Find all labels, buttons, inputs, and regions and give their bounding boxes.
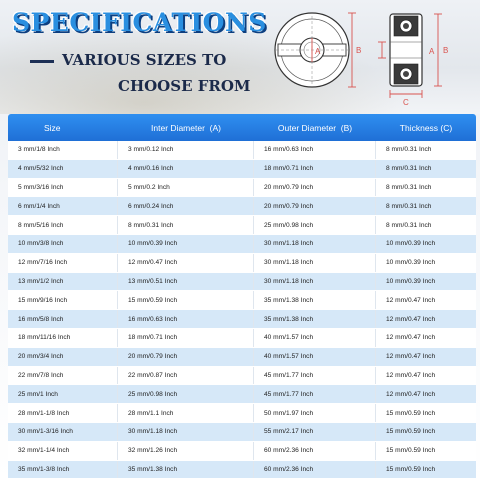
cell-inner-diameter: 28 mm/1.1 Inch <box>118 404 254 422</box>
cell-inner-diameter: 8 mm/0.31 Inch <box>118 216 254 234</box>
cell-size: 35 mm/1-3/8 Inch <box>8 461 118 479</box>
table-body <box>8 141 476 479</box>
cell-inner-diameter: 22 mm/0.87 Inch <box>118 367 254 385</box>
cell-size: 4 mm/5/32 Inch <box>8 160 118 178</box>
table-row <box>8 197 476 216</box>
cell-outer-diameter: 55 mm/2.17 Inch <box>254 423 376 441</box>
table-row <box>8 404 476 423</box>
cell-outer-diameter: 35 mm/1.38 Inch <box>254 310 376 328</box>
table-row <box>8 254 476 273</box>
cell-inner-diameter: 3 mm/0.12 Inch <box>118 141 254 159</box>
cell-size: 12 mm/7/16 Inch <box>8 254 118 272</box>
cell-size: 32 mm/1-1/4 Inch <box>8 442 118 460</box>
cell-thickness: 8 mm/0.31 Inch <box>386 165 432 173</box>
table-row <box>8 141 476 160</box>
cell-size: 8 mm/5/16 Inch <box>8 216 118 234</box>
cell-inner-diameter: 12 mm/0.47 Inch <box>118 254 254 272</box>
bullet-dash <box>30 60 54 63</box>
cell-inner-diameter: 10 mm/0.39 Inch <box>118 235 254 253</box>
cell-outer-diameter: 30 mm/1.18 Inch <box>254 235 376 253</box>
table-row <box>8 310 476 329</box>
label-a-front: A <box>315 47 321 56</box>
specifications-table <box>8 114 476 480</box>
cell-thickness: 8 mm/0.31 Inch <box>386 221 432 229</box>
cell-outer-diameter: 60 mm/2.36 Inch <box>254 461 376 479</box>
table-row <box>8 216 476 235</box>
table-row <box>8 367 476 386</box>
cell-size: 25 mm/1 Inch <box>8 385 118 403</box>
cell-size: 28 mm/1-1/8 Inch <box>8 404 118 422</box>
table-header <box>8 114 476 141</box>
cell-inner-diameter: 13 mm/0.51 Inch <box>118 273 254 291</box>
cell-size: 15 mm/9/16 Inch <box>8 291 118 309</box>
cell-outer-diameter: 40 mm/1.57 Inch <box>254 329 376 347</box>
table-row <box>8 329 476 348</box>
cell-thickness: 8 mm/0.31 Inch <box>386 202 432 210</box>
cell-outer-diameter: 30 mm/1.18 Inch <box>254 273 376 291</box>
table-row <box>8 273 476 292</box>
subtitle-line-1: VARIOUS SIZES TO <box>62 51 227 69</box>
cell-inner-diameter: 18 mm/0.71 Inch <box>118 329 254 347</box>
cell-outer-diameter: 60 mm/2.36 Inch <box>254 442 376 460</box>
cell-outer-diameter: 16 mm/0.63 Inch <box>254 141 376 159</box>
cell-outer-diameter: 35 mm/1.38 Inch <box>254 291 376 309</box>
cell-outer-diameter: 45 mm/1.77 Inch <box>254 385 376 403</box>
shaft-collar-diagram <box>262 6 478 106</box>
table-row <box>8 160 476 179</box>
cell-thickness: 10 mm/0.39 Inch <box>386 277 436 285</box>
cell-size: 6 mm/1/4 Inch <box>8 197 118 215</box>
table-row <box>8 348 476 367</box>
subtitle-line-2: CHOOSE FROM <box>118 77 251 95</box>
cell-inner-diameter: 32 mm/1.26 Inch <box>118 442 254 460</box>
table-row <box>8 235 476 254</box>
cell-outer-diameter: 20 mm/0.79 Inch <box>254 197 376 215</box>
cell-thickness: 15 mm/0.59 Inch <box>386 409 436 417</box>
cell-size: 5 mm/3/16 Inch <box>8 179 118 197</box>
cell-inner-diameter: 15 mm/0.59 Inch <box>118 291 254 309</box>
column-header-thickness: Thickness (C) <box>399 122 453 133</box>
cell-inner-diameter: 16 mm/0.63 Inch <box>118 310 254 328</box>
cell-thickness: 15 mm/0.59 Inch <box>386 447 436 455</box>
label-a-side: A <box>429 47 435 56</box>
page-title: SPECIFICATIONS <box>12 8 267 37</box>
cell-size: 13 mm/1/2 Inch <box>8 273 118 291</box>
cell-inner-diameter: 25 mm/0.98 Inch <box>118 385 254 403</box>
cell-outer-diameter: 45 mm/1.77 Inch <box>254 367 376 385</box>
cell-size: 22 mm/7/8 Inch <box>8 367 118 385</box>
cell-thickness: 15 mm/0.59 Inch <box>386 428 436 436</box>
cell-size: 10 mm/3/8 Inch <box>8 235 118 253</box>
cell-size: 18 mm/11/16 Inch <box>8 329 118 347</box>
cell-outer-diameter: 18 mm/0.71 Inch <box>254 160 376 178</box>
cell-thickness: 8 mm/0.31 Inch <box>386 146 432 154</box>
table-row <box>8 291 476 310</box>
table-row <box>8 442 476 461</box>
cell-thickness: 10 mm/0.39 Inch <box>386 259 436 267</box>
cell-thickness: 12 mm/0.47 Inch <box>386 390 436 398</box>
header-banner <box>0 0 480 114</box>
cell-inner-diameter: 30 mm/1.18 Inch <box>118 423 254 441</box>
cell-inner-diameter: 35 mm/1.38 Inch <box>118 461 254 479</box>
cell-inner-diameter: 5 mm/0.2 Inch <box>118 179 254 197</box>
cell-inner-diameter: 6 mm/0.24 Inch <box>118 197 254 215</box>
cell-size: 20 mm/3/4 Inch <box>8 348 118 366</box>
side-view <box>378 14 448 106</box>
cell-thickness: 10 mm/0.39 Inch <box>386 240 436 248</box>
table-row <box>8 385 476 404</box>
label-b-front: B <box>356 46 362 55</box>
front-view <box>275 13 361 87</box>
label-b-side: B <box>443 46 449 55</box>
label-c: C <box>403 98 409 106</box>
table-row <box>8 461 476 480</box>
cell-size: 16 mm/5/8 Inch <box>8 310 118 328</box>
cell-thickness: 12 mm/0.47 Inch <box>386 296 436 304</box>
cell-thickness: 15 mm/0.59 Inch <box>386 465 436 473</box>
cell-inner-diameter: 20 mm/0.79 Inch <box>118 348 254 366</box>
cell-thickness: 12 mm/0.47 Inch <box>386 353 436 361</box>
cell-outer-diameter: 50 mm/1.97 Inch <box>254 404 376 422</box>
cell-outer-diameter: 20 mm/0.79 Inch <box>254 179 376 197</box>
cell-thickness: 12 mm/0.47 Inch <box>386 371 436 379</box>
cell-outer-diameter: 25 mm/0.98 Inch <box>254 216 376 234</box>
cell-size: 3 mm/1/8 Inch <box>8 141 118 159</box>
column-header-inner-diameter: Inter Diameter (A) <box>151 122 221 133</box>
cell-size: 30 mm/1-3/16 Inch <box>8 423 118 441</box>
column-header-size: Size <box>44 122 61 133</box>
cell-thickness: 12 mm/0.47 Inch <box>386 334 436 342</box>
column-header-outer-diameter: Outer Diameter (B) <box>277 122 353 133</box>
cell-thickness: 12 mm/0.47 Inch <box>386 315 436 323</box>
table-row <box>8 179 476 198</box>
cell-outer-diameter: 30 mm/1.18 Inch <box>254 254 376 272</box>
cell-inner-diameter: 4 mm/0.16 Inch <box>118 160 254 178</box>
table-row <box>8 423 476 442</box>
cell-thickness: 8 mm/0.31 Inch <box>386 183 432 191</box>
cell-outer-diameter: 40 mm/1.57 Inch <box>254 348 376 366</box>
